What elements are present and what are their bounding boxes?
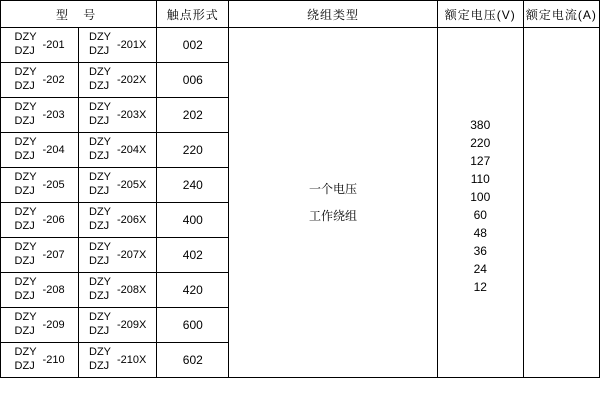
contact-form-value: 240: [157, 168, 229, 203]
model-suffix: -209X: [117, 319, 147, 331]
model-code-top: DZY: [89, 31, 111, 44]
column-header-contact-form: 触点形式: [157, 1, 229, 28]
model-cell-primary: [1, 203, 79, 238]
model-code-bottom: DZJ: [14, 325, 35, 337]
model-code-bottom: DZJ: [89, 45, 110, 57]
contact-form-value: 002: [157, 28, 229, 63]
model-code-top: DZY: [89, 311, 111, 324]
model-code-top: DZY: [14, 276, 37, 289]
model-code-bottom: DZJ: [89, 185, 110, 197]
rated-current-value: [523, 28, 599, 378]
model-code-bottom: DZJ: [89, 360, 110, 372]
model-suffix: -204: [42, 144, 65, 156]
model-cell-primary: [1, 273, 79, 308]
model-cell-primary: [1, 343, 79, 378]
model-code-top: DZY: [89, 66, 111, 79]
model-suffix: -210: [42, 354, 65, 366]
model-code-bottom: DZJ: [14, 220, 35, 232]
model-cell-secondary: [79, 238, 157, 273]
model-code-top: DZY: [89, 206, 111, 219]
model-cell-secondary: [79, 63, 157, 98]
model-code-bottom: DZJ: [89, 115, 110, 127]
model-cell-primary: [1, 168, 79, 203]
winding-line-2: 工作绕组: [309, 208, 358, 223]
column-header-winding-type: 绕组类型: [229, 1, 437, 28]
voltage-item: 60: [473, 207, 487, 222]
model-code-bottom: DZJ: [14, 290, 35, 302]
model-suffix: -202X: [117, 74, 147, 86]
contact-form-value: 602: [157, 343, 229, 378]
model-code-top: DZY: [89, 346, 111, 359]
model-code-bottom: DZJ: [14, 255, 35, 267]
model-suffix: -207X: [117, 249, 147, 261]
contact-form-value: 220: [157, 133, 229, 168]
model-code-top: DZY: [89, 171, 111, 184]
model-code-top: DZY: [14, 241, 37, 254]
model-cell-primary: [1, 63, 79, 98]
model-suffix: -201: [42, 39, 65, 51]
voltage-list: [438, 113, 523, 293]
voltage-item: 127: [470, 153, 491, 168]
model-suffix: -206X: [117, 214, 147, 226]
model-code-top: DZY: [14, 136, 37, 149]
model-suffix: -208X: [117, 284, 147, 296]
model-suffix: -204X: [117, 144, 147, 156]
model-cell-secondary: [79, 308, 157, 343]
model-code-top: DZY: [14, 206, 37, 219]
model-suffix: -207: [42, 249, 65, 261]
voltage-item: 100: [470, 189, 491, 204]
model-suffix: -206: [42, 214, 65, 226]
model-code-top: DZY: [89, 276, 111, 289]
model-cell-primary: [1, 238, 79, 273]
model-cell-secondary: [79, 133, 157, 168]
model-code-bottom: DZJ: [89, 80, 110, 92]
winding-type-value: [229, 28, 437, 378]
model-suffix: -203X: [117, 109, 147, 121]
model-cell-primary: [1, 98, 79, 133]
model-code-top: DZY: [89, 241, 111, 254]
model-code-bottom: DZJ: [14, 80, 35, 92]
rated-voltage-value: [437, 28, 523, 378]
model-code-top: DZY: [14, 346, 37, 359]
model-suffix: -201X: [117, 39, 147, 51]
model-cell-secondary: [79, 28, 157, 63]
model-suffix: -202: [42, 74, 65, 86]
contact-form-value: 400: [157, 203, 229, 238]
model-code-bottom: DZJ: [89, 290, 110, 302]
model-code-bottom: DZJ: [14, 45, 35, 57]
model-code-top: DZY: [14, 101, 37, 114]
model-suffix: -205X: [117, 179, 147, 191]
model-code-bottom: DZJ: [89, 255, 110, 267]
model-code-bottom: DZJ: [14, 150, 35, 162]
model-code-top: DZY: [14, 66, 37, 79]
voltage-item: 110: [470, 171, 490, 186]
voltage-item: 24: [473, 261, 487, 276]
model-cell-secondary: [79, 203, 157, 238]
table-body: [1, 28, 600, 378]
model-code-bottom: DZJ: [89, 150, 110, 162]
model-suffix: -208: [42, 284, 65, 296]
model-suffix: -209: [42, 319, 65, 331]
model-suffix: -205: [42, 179, 65, 191]
model-cell-secondary: [79, 343, 157, 378]
header-row: [1, 1, 600, 28]
model-code-bottom: DZJ: [89, 220, 110, 232]
winding-line-1: 一个电压: [309, 182, 358, 197]
model-cell-secondary: [79, 273, 157, 308]
voltage-item: 36: [473, 243, 487, 258]
column-header-rated-voltage: 额定电压(V): [437, 1, 523, 28]
model-code-top: DZY: [89, 101, 111, 114]
model-cell-primary: [1, 133, 79, 168]
contact-form-value: 402: [157, 238, 229, 273]
voltage-item: 220: [470, 135, 491, 150]
model-suffix: -203: [42, 109, 65, 121]
model-cell-primary: [1, 28, 79, 63]
model-cell-secondary: [79, 98, 157, 133]
column-header-model: 型 号: [1, 1, 157, 28]
table-row: [1, 28, 600, 63]
model-cell-secondary: [79, 168, 157, 203]
contact-form-value: 600: [157, 308, 229, 343]
model-code-top: DZY: [14, 171, 37, 184]
model-suffix: -210X: [117, 354, 147, 366]
model-code-top: DZY: [14, 311, 37, 324]
column-header-rated-current: 额定电流(A): [523, 1, 599, 28]
model-code-bottom: DZJ: [14, 185, 35, 197]
table-header: [1, 1, 600, 28]
model-code-bottom: DZJ: [14, 115, 35, 127]
model-code-bottom: DZJ: [89, 325, 110, 337]
contact-form-value: 202: [157, 98, 229, 133]
model-code-top: DZY: [89, 136, 111, 149]
voltage-item: 12: [473, 279, 487, 294]
contact-form-value: 006: [157, 63, 229, 98]
voltage-item: 48: [473, 225, 487, 240]
voltage-item: 380: [470, 117, 491, 132]
model-code-bottom: DZJ: [14, 360, 35, 372]
model-cell-primary: [1, 308, 79, 343]
contact-form-value: 420: [157, 273, 229, 308]
model-code-top: DZY: [14, 31, 37, 44]
